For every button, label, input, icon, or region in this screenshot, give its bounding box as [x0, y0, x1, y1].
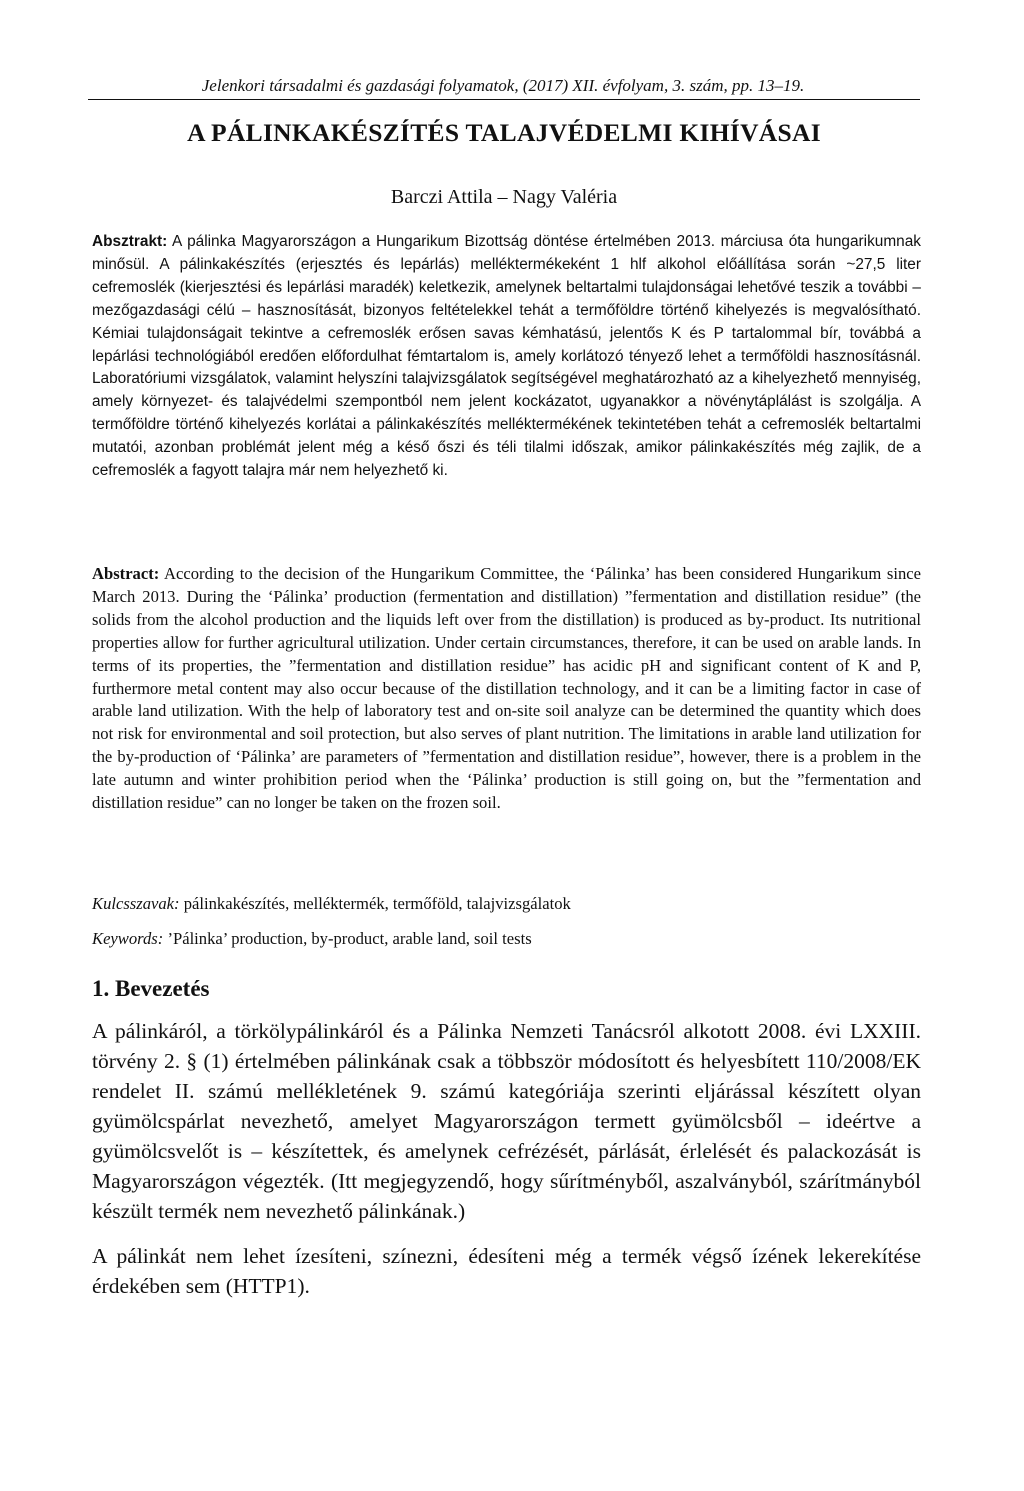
section-heading: 1. Bevezetés	[92, 976, 210, 1001]
authors: Barczi Attila – Nagy Valéria	[390, 186, 618, 208]
header-rule	[88, 99, 920, 100]
body-paragraph-2: A pálinkát nem lehet ízesíteni, színezni, édesíteni még a termék végső ízének lekerekítése érdekében sem (HTTP1).	[92, 1244, 921, 1298]
running-head: Jelenkori társadalmi és gazdasági folyamatok, (2017) XII. évfolyam, 3. szám, pp. 13–19.	[201, 76, 805, 95]
keywords-hungarian-label: Kulcsszavak:	[92, 894, 180, 913]
abstract-hungarian	[92, 231, 921, 483]
abstract-english-text: According to the decision of the Hungarikum Committee, the ‘Pálinka’ has been considered Hungarikum since March 2013. During the ‘Pálinka’ production (fermentation and distillation) ”fermentation and distillation residue” (the solids from the alcohol production and the liquids left over from the distillation) is produced as by-product. Its nutritional properties allow for further agricultural utilization. Under certain circumstances, therefore, it can be used on arable lands. In terms of its properties, the ”fermentation and distillation residue” has acidic pH and significant content of K and P, furthermore metal content may also occur because of the distillation technology, and it can be a limiting factor in case of arable land utilization. With the help of laboratory test and on-site soil analyze can be determined the quantity which does not risk for environmental and soil protection, but also serves of plant nutrition. The limitations in arable land utilization for the by-production of ‘Pálinka’ are parameters of ”fermentation and distillation residue”, however, there is a problem in the late autumn and winter prohibition period when the ‘Pálinka’ production is still going on, but the ”fermentation and distillation residue” can no longer be taken on the frozen soil.	[92, 564, 921, 813]
keywords-english-label: Keywords:	[92, 929, 164, 948]
abstract-english-label: Abstract:	[92, 564, 160, 583]
abstract-hungarian-text: A pálinka Magyarországon a Hungarikum Bizottság döntése értelmében 2013. márciusa óta hungarikumnak minősül. A pálinkakészítés (erjesztés és lepárlás) melléktermékeként 1 hlf alkohol előállítása során ~27,5 liter cefremoslék (kierjesztési és lepárlási maradék) keletkezik, amelynek beltartalmi tulajdonságai lehetővé teszik a további – mezőgazdasági célú – hasznosítását, bizonyos feltételekkel tehát a termőföldre történő kihelyezés is megvalósítható. Kémiai tulajdonságait tekintve a cefremoslék erősen savas kémhatású, jelentős K és P tartalommal bír, továbbá a lepárlási technológiából eredően előfordulhat fémtartalom is, amely korlátozó tényező lehet a termőföldi hasznosításnál. Laboratóriumi vizsgálatok, valamint helyszíni talajvizsgálatok segítségével meghatározható az a kihelyezhető mennyiség, amely környezet- és talajvédelmi szempontból nem jelent kockázatot, ugyanakkor a növénytáplálást is szolgálja. A termőföldre történő kihelyezés korlátai a pálinkakészítés melléktermékének tekintetében tehát a cefremoslék beltartalmi mutatói, azonban problémát jelent még a késő őszi és téli tilalmi időszak, amikor pálinkakészítés még zajlik, de a cefremoslék a fagyott talajra már nem helyezhető ki.	[92, 233, 921, 480]
abstract-hungarian-label: Absztrakt:	[92, 233, 168, 250]
keywords-hungarian	[92, 894, 921, 914]
keywords-hungarian-text: pálinkakészítés, melléktermék, termőföld, talajvizsgálatok	[183, 894, 571, 913]
paper-title: A PÁLINKAKÉSZÍTÉS TALAJVÉDELMI KIHÍVÁSAI	[187, 118, 821, 147]
body-paragraph-1: A pálinkáról, a törkölypálinkáról és a Pálinka Nemzeti Tanácsról alkotott 2008. évi LXXIII. törvény 2. § (1) értelmében pálinkának csak a többször módosított és helyesbített 110/2008/EK rendelet II. számú mellékletének 9. számú kategóriája szerinti eljárással készített olyan gyümölcspárlat nevezhető, amelyet Magyarországon termett gyümölcsből – ideértve a gyümölcsvelőt is – készítettek, és amelynek cefrézését, párlását, érlelését és palackozását is Magyarországon végezték. (Itt megjegyzendő, hogy sűrítményből, aszalványból, szárítmányból készült termék nem nevezhető pálinkának.)	[92, 1019, 921, 1223]
abstract-english	[92, 563, 921, 815]
keywords-english	[92, 929, 921, 949]
keywords-english-text: ’Pálinka’ production, by-product, arable land, soil tests	[167, 929, 532, 948]
